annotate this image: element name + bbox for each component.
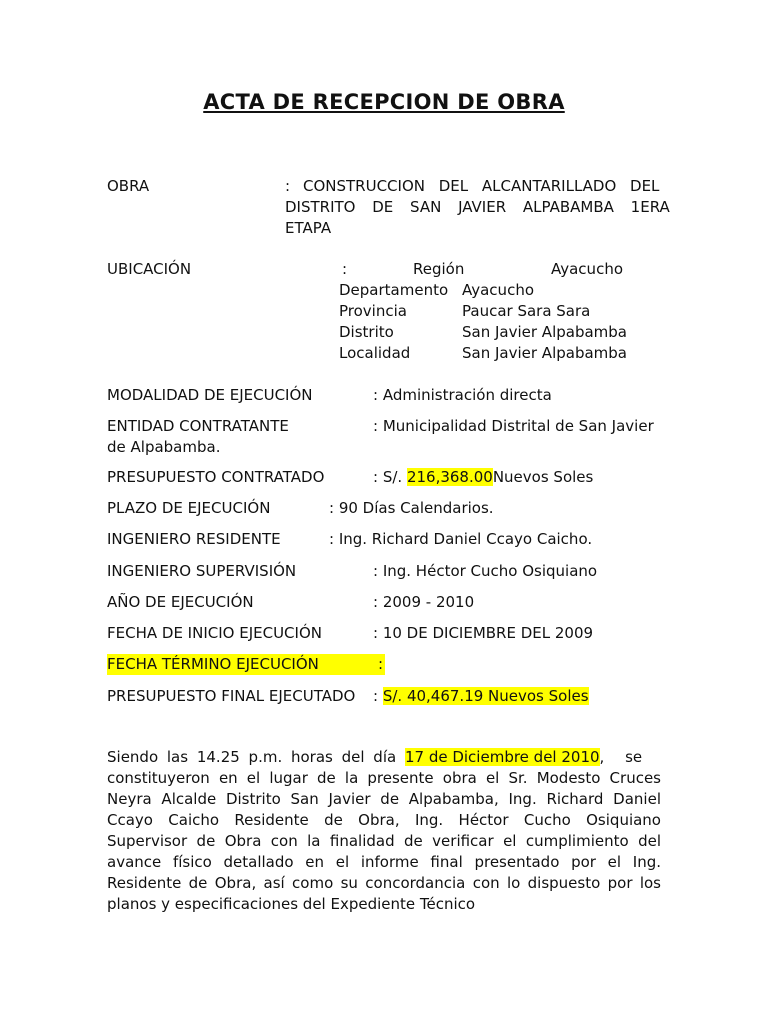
paragraph-line-4: Ccayo Caicho Residente de Obra, Ing. Héctor Cucho Osiquiano: [107, 811, 661, 829]
provincia-label: Provincia: [339, 302, 407, 320]
obra-line-1-text: CONSTRUCCION DEL ALCANTARILLADO DEL: [303, 177, 660, 195]
termino-label: FECHA TÉRMINO EJECUCIÓN: [107, 655, 319, 673]
entidad-continuation: de Alpabamba.: [107, 438, 221, 456]
inicio-label: FECHA DE INICIO EJECUCIÓN: [107, 624, 322, 642]
final-label: PRESUPUESTO FINAL EJECUTADO: [107, 687, 356, 705]
presupuesto-suffix: Nuevos Soles: [492, 468, 594, 486]
ubicacion-label: UBICACIÓN: [107, 260, 192, 278]
distrito-value: San Javier Alpabamba: [462, 323, 627, 341]
obra-colon: :: [285, 177, 291, 195]
paragraph-line-8: planos y especificaciones del Expediente Técnico: [107, 895, 476, 913]
ubicacion-region-value: Ayacucho: [551, 260, 623, 278]
entidad-label: ENTIDAD CONTRATANTE: [107, 417, 289, 435]
final-value: [373, 686, 589, 707]
paragraph-line-6: avance físico detallado en el informe final presentado por el Ing.: [107, 853, 661, 871]
localidad-value: San Javier Alpabamba: [462, 344, 627, 362]
termino-highlight: [107, 654, 385, 675]
page-title: ACTA DE RECEPCION DE OBRA: [203, 90, 565, 114]
paragraph-line-7: Residente de Obra, así como su concordancia con lo dispuesto por los: [107, 874, 661, 892]
obra-line-3: ETAPA: [285, 219, 332, 237]
inicio-value: : 10 DE DICIEMBRE DEL 2009: [373, 624, 594, 642]
departamento-value: Ayacucho: [462, 281, 534, 299]
anio-value: : 2009 - 2010: [373, 593, 475, 611]
paragraph-line1-start: Siendo las 14.25 p.m. horas del día: [107, 748, 397, 766]
supervision-value: : Ing. Héctor Cucho Osiquiano: [373, 562, 598, 580]
supervision-label: INGENIERO SUPERVISIÓN: [107, 562, 297, 580]
plazo-label: PLAZO DE EJECUCIÓN: [107, 499, 271, 517]
presupuesto-value: [373, 467, 593, 488]
obra-line-2-text: DISTRITO DE SAN JAVIER ALPABAMBA 1ERA: [285, 198, 670, 216]
obra-line-2: [285, 197, 670, 218]
paragraph-date-highlight: 17 de Diciembre del 2010: [404, 748, 600, 766]
ubicacion-colon: :: [342, 260, 348, 278]
final-amount-highlight: S/. 40,467.19 Nuevos Soles: [382, 687, 589, 705]
presupuesto-amount-highlight: 216,368.00: [406, 468, 493, 486]
modalidad-value: : Administración directa: [373, 386, 552, 404]
final-colon: :: [373, 687, 383, 705]
obra-line-1: [303, 176, 661, 197]
departamento-label: Departamento: [339, 281, 449, 299]
distrito-label: Distrito: [339, 323, 394, 341]
paragraph-line-1: [107, 747, 661, 768]
residente-value: : Ing. Richard Daniel Ccayo Caicho.: [329, 530, 593, 548]
presupuesto-prefix: : S/.: [373, 468, 407, 486]
paragraph-line1-end: , se: [599, 748, 643, 766]
provincia-value: Paucar Sara Sara: [462, 302, 591, 320]
termino-colon: :: [378, 655, 384, 673]
entidad-value: : Municipalidad Distrital de San Javier: [373, 417, 654, 435]
modalidad-label: MODALIDAD DE EJECUCIÓN: [107, 386, 313, 404]
obra-label: OBRA: [107, 177, 150, 195]
ubicacion-region-label: Región: [413, 260, 465, 278]
anio-label: AÑO DE EJECUCIÓN: [107, 593, 254, 611]
paragraph-line-2: constituyeron en el lugar de la presente obra el Sr. Modesto Cruces: [107, 769, 661, 787]
plazo-value: : 90 Días Calendarios.: [329, 499, 494, 517]
localidad-label: Localidad: [339, 344, 411, 362]
residente-label: INGENIERO RESIDENTE: [107, 530, 281, 548]
presupuesto-label: PRESUPUESTO CONTRATADO: [107, 468, 325, 486]
paragraph-line-5: Supervisor de Obra con la finalidad de verificar el cumplimiento del: [107, 832, 661, 850]
paragraph-line-3: Neyra Alcalde Distrito San Javier de Alpabamba, Ing. Richard Daniel: [107, 790, 661, 808]
